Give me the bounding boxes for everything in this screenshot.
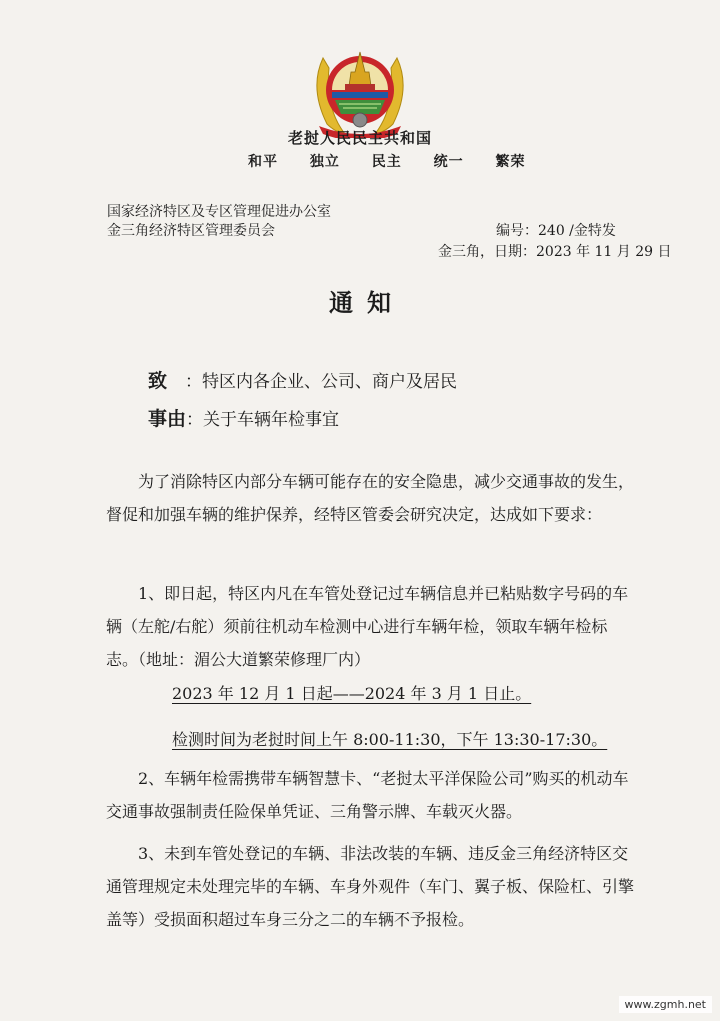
motto-word: 和平 <box>248 154 278 170</box>
inspection-period: 2023 年 12 月 1 日起——2024 年 3 月 1 日止。 <box>172 684 532 703</box>
recipient-line <box>148 366 457 393</box>
item-3-paragraph: 3、未到车管处登记的车辆、非法改装的车辆、违反金三角经济特区交通管理规定未处理完毕的车辆、车身外观件（车门、翼子板、保险杠、引擎盖等）受损面积超过车身三分之二的车辆不予报检。 <box>106 844 635 929</box>
national-motto <box>248 151 526 171</box>
item-2-paragraph: 2、车辆年检需携带车辆智慧卡、“老挝太平洋保险公司”购买的机动车交通事故强制责任险保单凭证、三角警示牌、车载灭火器。 <box>106 769 629 821</box>
national-emblem-icon <box>305 38 415 138</box>
sender-office: 国家经济特区及专区管理促进办公室 <box>107 204 331 220</box>
document-number: 编号：240 /金特发 <box>496 223 616 239</box>
country-name: 老挝人民民主共和国 <box>287 129 432 147</box>
recipient-label: 致 <box>148 370 168 392</box>
sender-committee: 金三角经济特区管理委员会 <box>107 223 275 239</box>
document-date: 金三角，日期：2023 年 11 月 29 日 <box>438 244 672 260</box>
subject-value: ：关于车辆年检事宜 <box>186 410 340 430</box>
intro-paragraph: 为了消除特区内部分车辆可能存在的安全隐患，减少交通事故的发生，督促和加强车辆的维护保养，经特区管委会研究决定，达成如下要求： <box>106 472 635 524</box>
motto-word: 繁荣 <box>495 154 526 170</box>
site-watermark: www.zgmh.net <box>619 996 712 1013</box>
recipient-value: ：特区内各企业、公司、商户及居民 <box>185 372 458 392</box>
subject-line <box>148 404 339 431</box>
motto-word: 独立 <box>309 154 340 170</box>
item-1-paragraph: 1、即日起，特区内凡在车管处登记过车辆信息并已粘贴数字号码的车辆（左舵/右舵）须前往机动车检测中心进行车辆年检，领取车辆年检标志。（地址：湄公大道繁荣修理厂内） <box>106 584 629 669</box>
notice-title: 通知 <box>329 288 405 317</box>
motto-word: 统一 <box>433 154 464 170</box>
motto-word: 民主 <box>371 154 402 170</box>
inspection-hours: 检测时间为老挝时间上午 8:00-11:30，下午 13:30-17:30。 <box>172 730 608 749</box>
subject-label: 事由 <box>148 408 187 430</box>
